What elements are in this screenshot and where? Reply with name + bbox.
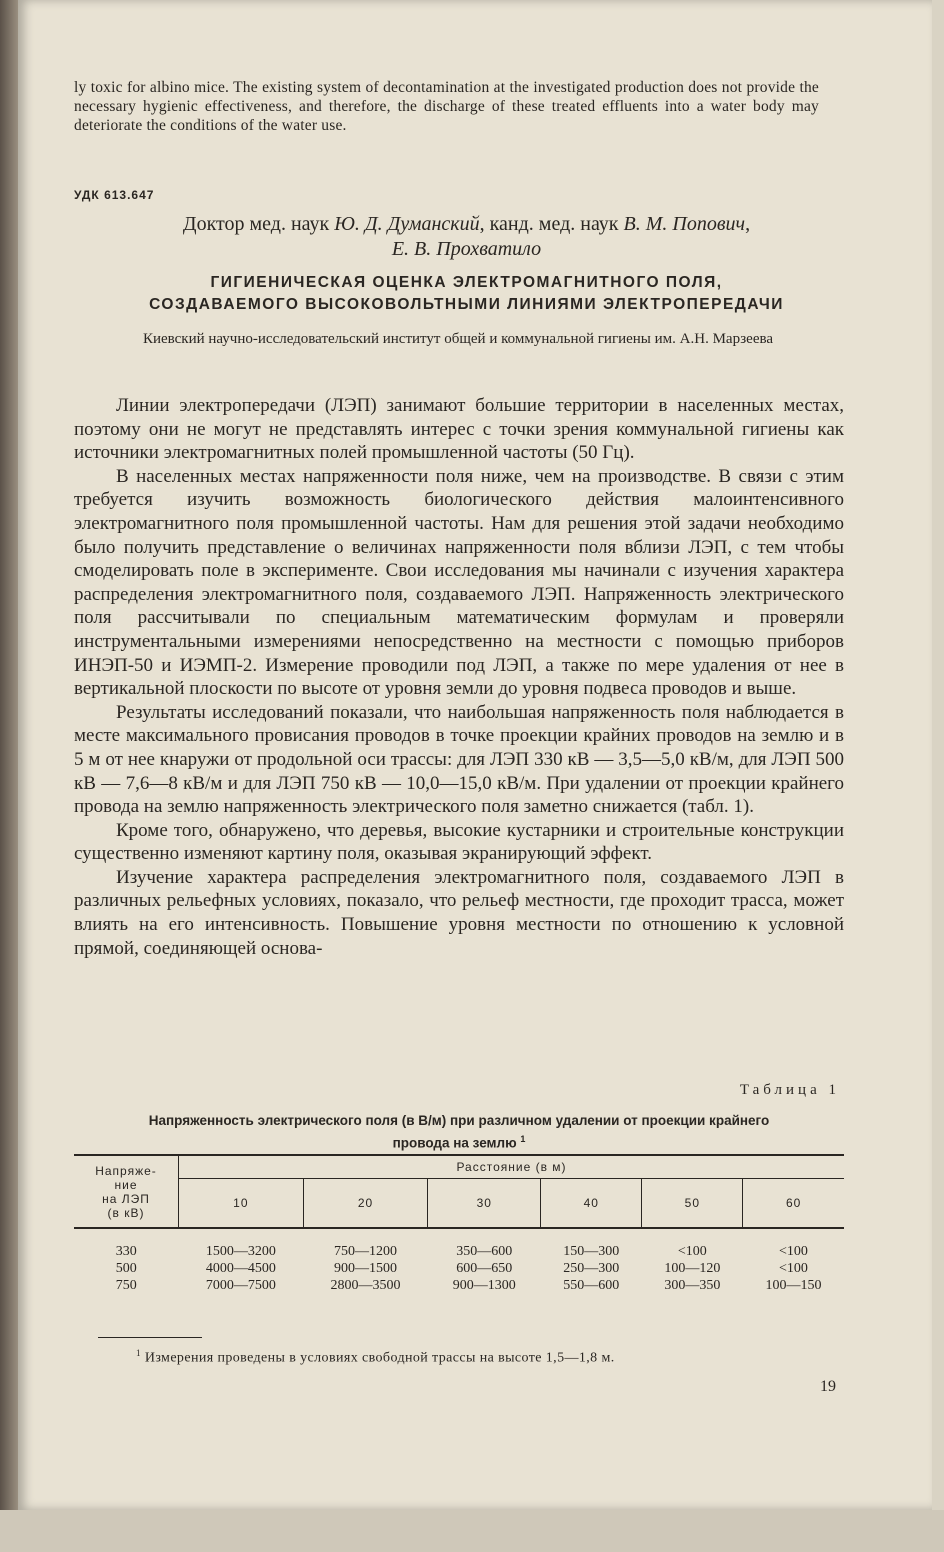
value-cell: 100—120 <box>664 1261 721 1276</box>
udk-code: УДК 613.647 <box>74 188 155 202</box>
book-spine <box>0 0 18 1552</box>
affiliation: Киевский научно-исследовательский институт общей и коммунальной гигиены им. А.Н. Марзеева <box>142 331 774 347</box>
voltage-cell: 330 <box>115 1244 137 1259</box>
value-cell: 250—300 <box>563 1261 620 1276</box>
distance-header: 10 <box>179 1179 304 1229</box>
paragraph: Линии электропередачи (ЛЭП) занимают большие территории в населенных местах, поэтому они не могут не представлять интерес с точки зрения коммунальной гигиены как источники электромагнитных полей промышленной частоты (50 Гц). <box>74 395 844 464</box>
table-caption <box>74 1112 844 1153</box>
table-label: Таблица 1 <box>739 1082 840 1098</box>
value-cell: 100—150 <box>765 1278 822 1293</box>
voltage-cell: 750 <box>115 1278 137 1293</box>
footnote <box>136 1348 615 1367</box>
author-name-3: Е. В. Прохватило <box>391 238 542 260</box>
author-separator: , <box>745 213 751 235</box>
paragraph: Результаты исследований показали, что наибольшая напряженность поля наблюдается в месте максимального провисания проводов в точке проекции крайних проводов на землю и в 5 м от нее кнаружи от продольной оси трассы: для ЛЭП 330 кВ — 3,5—5,0 кВ/м, для ЛЭП 500 кВ — 7,6—8 кВ/м и для ЛЭП 750 кВ — 10,0—15,0 кВ/м. При удалении от проекции крайнего провода на землю напряженность электрического поля заметно снижается (табл. 1). <box>74 701 844 818</box>
author-name-2: В. М. Попович <box>623 213 746 235</box>
value-cell: 4000—4500 <box>205 1261 276 1276</box>
author-degree-2: , канд. мед. наук <box>479 213 624 235</box>
distance-header: 40 <box>541 1179 642 1229</box>
table-row <box>74 1228 844 1260</box>
table-caption-line-2: провода на землю <box>392 1135 517 1151</box>
field-strength-table <box>74 1154 844 1294</box>
author-name-1: Ю. Д. Думанский <box>334 213 480 235</box>
value-cell: 900—1300 <box>452 1278 516 1293</box>
value-cell: 7000—7500 <box>205 1278 276 1293</box>
footnote-divider <box>98 1337 202 1338</box>
authors-line <box>74 212 859 262</box>
distance-group-header: Расстояние (в м) <box>179 1155 845 1179</box>
table-row <box>74 1260 844 1277</box>
value-cell: 1500—3200 <box>205 1244 276 1259</box>
paragraph: Изучение характера распределения электромагнитного поля, создаваемого ЛЭП в различных рельефных условиях, показало, что рельеф местности, где проходит трасса, может влиять на его интенсивность. Повышение уровня местности по отношению к условной прямой, соединяющей основа- <box>74 866 844 959</box>
distance-header: 50 <box>642 1179 743 1229</box>
title-line-1: ГИГИЕНИЧЕСКАЯ ОЦЕНКА ЭЛЕКТРОМАГНИТНОГО ПОЛЯ, <box>210 274 723 291</box>
distance-header: 60 <box>743 1179 844 1229</box>
value-cell: 350—600 <box>456 1244 513 1259</box>
article-title <box>74 272 859 316</box>
footnote-text: Измерения проведены в условиях свободной трассы на высоте 1,5—1,8 м. <box>144 1350 615 1366</box>
distance-header: 30 <box>428 1179 541 1229</box>
row-header-line: (в кВ) <box>107 1205 145 1220</box>
value-cell: <100 <box>778 1261 808 1276</box>
footnote-marker: 1 <box>520 1134 526 1144</box>
value-cell: 750—1200 <box>334 1244 397 1259</box>
row-header-line: на ЛЭП <box>102 1191 150 1206</box>
title-line-2: СОЗДАВАЕМОГО ВЫСОКОВОЛЬТНЫМИ ЛИНИЯМИ ЭЛЕКТРОПЕРЕДАЧИ <box>149 296 784 313</box>
value-cell: 550—600 <box>563 1278 620 1293</box>
voltage-cell: 500 <box>115 1261 137 1276</box>
value-cell: 2800—3500 <box>330 1278 401 1293</box>
table-row <box>74 1277 844 1294</box>
page-number: 19 <box>820 1378 836 1395</box>
value-cell: <100 <box>677 1244 707 1259</box>
value-cell: 900—1500 <box>334 1261 397 1276</box>
journal-page <box>18 0 932 1510</box>
row-header-line: Напряже- <box>95 1163 157 1178</box>
row-header-line: ние <box>114 1177 138 1192</box>
paragraph: В населенных местах напряженности поля ниже, чем на производстве. В связи с этим требуется изучить возможность биологического действия малоинтенсивного электромагнитного поля промышленной частоты. Нам для решения этой задачи необходимо было получить представление о величинах напряженности поля вблизи ЛЭП, с тем чтобы смоделировать поле в эксперименте. Свои исследования мы начинали с изучения характера распределения электромагнитного поля, создаваемого ЛЭП. Напряженность электрического поля рассчитывали по специальным математическим формулам и проверяли инструментальными измерениями непосредственно на местности с помощью приборов ИНЭП-50 и ИЭМП-2. Измерение проводили под ЛЭП, а также по мере удаления от нее в вертикальной плоскости по высоте от уровня земли до уровня подвеса проводов и выше. <box>74 465 844 700</box>
value-cell: 600—650 <box>456 1261 513 1276</box>
scan-background <box>0 1510 944 1552</box>
value-cell: <100 <box>778 1244 808 1259</box>
distance-header: 20 <box>303 1179 428 1229</box>
paragraph: Кроме того, обнаружено, что деревья, высокие кустарники и строительные конструкции существенно изменяют картину поля, оказывая экранирующий эффект. <box>74 819 844 865</box>
article-body <box>74 394 844 960</box>
value-cell: 300—350 <box>664 1278 721 1293</box>
value-cell: 150—300 <box>563 1244 620 1259</box>
previous-abstract-end: ly toxic for albino mice. The existing system of decontamination at the investigated production does not provide the necessary hygienic effectiveness, and therefore, the discharge of these treated effluents into a water body may deteriorate the conditions of the water use. <box>74 79 819 134</box>
author-degree-1: Доктор мед. наук <box>182 213 335 235</box>
row-header <box>74 1155 179 1228</box>
table-caption-line-1: Напряженность электрического поля (в В/м) при различном удалении от проекции крайнего <box>148 1113 770 1128</box>
footnote-number: 1 <box>136 1348 141 1358</box>
